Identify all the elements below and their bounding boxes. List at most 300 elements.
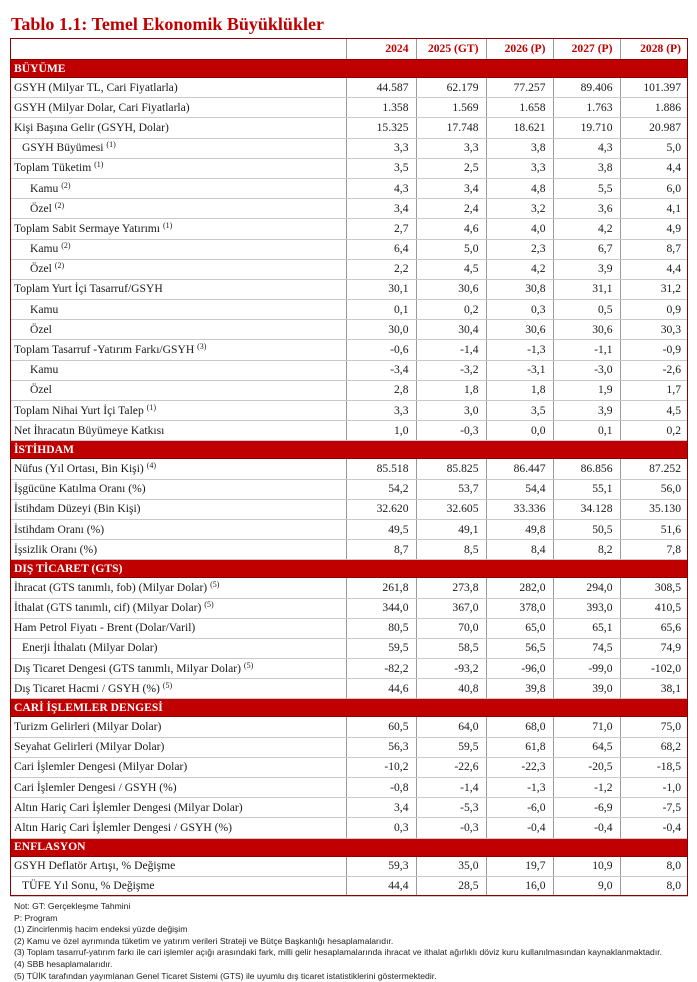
value-cell: 282,0 bbox=[486, 578, 553, 598]
section-filler-cell bbox=[620, 60, 688, 78]
value-cell: 53,7 bbox=[416, 479, 486, 499]
table-row bbox=[10, 158, 688, 178]
value-cell: -5,3 bbox=[416, 798, 486, 818]
row-label bbox=[10, 856, 346, 876]
value-cell: 4,3 bbox=[553, 138, 620, 158]
footnote-line: (1) Zincirlenmiş hacim endeksi yüzde değişim bbox=[14, 924, 188, 935]
row-label bbox=[10, 239, 346, 259]
value-cell: 0,2 bbox=[416, 300, 486, 320]
row-label-text: İthalat (GTS tanımlı, cif) (Milyar Dolar) bbox=[14, 601, 202, 615]
row-label-text: Özel bbox=[30, 262, 52, 276]
value-cell: 33.336 bbox=[486, 499, 553, 519]
row-label-text: Dış Ticaret Hacmi / GSYH (%) bbox=[14, 681, 160, 695]
value-cell: 344,0 bbox=[346, 598, 416, 618]
section-title: BÜYÜME bbox=[10, 60, 346, 78]
economic-indicators-table bbox=[10, 38, 688, 897]
value-cell: 8,0 bbox=[620, 876, 688, 896]
value-cell: 64,5 bbox=[553, 737, 620, 757]
value-cell: -1,1 bbox=[553, 340, 620, 360]
value-cell: 3,4 bbox=[346, 798, 416, 818]
row-label bbox=[10, 219, 346, 239]
value-cell: 367,0 bbox=[416, 598, 486, 618]
table-row bbox=[10, 219, 688, 239]
row-label bbox=[10, 757, 346, 777]
value-cell: 8,7 bbox=[346, 540, 416, 560]
row-label-text: Özel bbox=[30, 322, 52, 336]
footnote-marker: (3) bbox=[197, 342, 207, 352]
row-label bbox=[10, 778, 346, 798]
value-cell: 0,1 bbox=[346, 300, 416, 320]
column-header: 2027 (P) bbox=[553, 38, 620, 60]
value-cell: -93,2 bbox=[416, 659, 486, 679]
value-cell: -2,6 bbox=[620, 360, 688, 380]
value-cell: 4,1 bbox=[620, 199, 688, 219]
value-cell: 50,5 bbox=[553, 519, 620, 539]
value-cell: 3,3 bbox=[416, 138, 486, 158]
row-label-text: Nüfus (Yıl Ortası, Bin Kişi) bbox=[14, 461, 144, 475]
value-cell: 393,0 bbox=[553, 598, 620, 618]
section-filler-cell bbox=[416, 441, 486, 459]
footnote-line: (4) SBB hesaplamalarıdır. bbox=[14, 958, 113, 969]
value-cell: 3,5 bbox=[486, 401, 553, 421]
header-label-cell bbox=[10, 38, 346, 60]
value-cell: 8,4 bbox=[486, 540, 553, 560]
row-label-text: Turizm Gelirleri (Milyar Dolar) bbox=[14, 720, 162, 734]
footnote-line: Not: GT: Gerçekleşme Tahmini bbox=[14, 901, 131, 911]
table-row bbox=[10, 401, 688, 421]
value-cell: 65,6 bbox=[620, 618, 688, 638]
value-cell: -0,6 bbox=[346, 340, 416, 360]
value-cell: 378,0 bbox=[486, 598, 553, 618]
value-cell: 30,6 bbox=[416, 279, 486, 299]
value-cell: -6,0 bbox=[486, 798, 553, 818]
section-filler-cell bbox=[620, 441, 688, 459]
section-filler-cell bbox=[553, 441, 620, 459]
section-header bbox=[10, 441, 688, 459]
row-label bbox=[10, 178, 346, 198]
row-label-text: Cari İşlemler Dengesi / GSYH (%) bbox=[14, 780, 177, 794]
value-cell: -1,4 bbox=[416, 340, 486, 360]
value-cell: 0,5 bbox=[553, 300, 620, 320]
footnote-marker: (1) bbox=[94, 160, 104, 170]
row-label-text: Altın Hariç Cari İşlemler Dengesi (Milyar Dolar) bbox=[14, 800, 243, 814]
row-label-text: Kamu bbox=[30, 181, 59, 195]
row-label bbox=[10, 459, 346, 479]
value-cell: 20.987 bbox=[620, 118, 688, 138]
value-cell: -0,4 bbox=[486, 818, 553, 838]
value-cell: 30,8 bbox=[486, 279, 553, 299]
row-label bbox=[10, 659, 346, 679]
footnote-marker: (2) bbox=[54, 261, 65, 271]
value-cell: -22,3 bbox=[486, 757, 553, 777]
section-filler-cell bbox=[346, 60, 416, 78]
row-label-text: Toplam Nihai Yurt İçi Talep bbox=[14, 403, 144, 417]
table-row bbox=[10, 540, 688, 560]
value-cell: 5,0 bbox=[416, 239, 486, 259]
value-cell: 70,0 bbox=[416, 618, 486, 638]
row-label-text: TÜFE Yıl Sonu, % Değişme bbox=[22, 879, 155, 893]
header-row bbox=[10, 38, 688, 60]
table-row bbox=[10, 78, 688, 98]
table-row bbox=[10, 178, 688, 198]
row-label-text: Özel bbox=[30, 201, 52, 215]
section-header bbox=[10, 838, 688, 856]
row-label-text: GSYH (Milyar Dolar, Cari Fiyatlarla) bbox=[14, 100, 190, 114]
table-row bbox=[10, 360, 688, 380]
value-cell: 7,8 bbox=[620, 540, 688, 560]
row-label-text: Toplam Tasarruf -Yatırım Farkı/GSYH bbox=[14, 343, 195, 357]
value-cell: 0,3 bbox=[486, 300, 553, 320]
value-cell: 74,5 bbox=[553, 638, 620, 658]
row-label bbox=[10, 199, 346, 219]
footnote-marker: (5) bbox=[210, 579, 220, 589]
value-cell: -0,4 bbox=[620, 818, 688, 838]
row-label-text: GSYH (Milyar TL, Cari Fiyatlarla) bbox=[14, 80, 178, 94]
value-cell: -3,1 bbox=[486, 360, 553, 380]
value-cell: 51,6 bbox=[620, 519, 688, 539]
value-cell: 0,1 bbox=[553, 421, 620, 441]
section-filler-cell bbox=[486, 699, 553, 717]
value-cell: 2,8 bbox=[346, 380, 416, 400]
section-filler-cell bbox=[486, 560, 553, 578]
table-row bbox=[10, 138, 688, 158]
value-cell: 30,3 bbox=[620, 320, 688, 340]
row-label-text: Dış Ticaret Dengesi (GTS tanımlı, Milyar Dolar) bbox=[14, 661, 242, 675]
table-row bbox=[10, 199, 688, 219]
value-cell: -0,8 bbox=[346, 778, 416, 798]
value-cell: 30,4 bbox=[416, 320, 486, 340]
value-cell: 71,0 bbox=[553, 717, 620, 737]
row-label bbox=[10, 78, 346, 98]
value-cell: 30,0 bbox=[346, 320, 416, 340]
row-label bbox=[10, 876, 346, 896]
value-cell: -1,0 bbox=[620, 778, 688, 798]
value-cell: 16,0 bbox=[486, 876, 553, 896]
table-row bbox=[10, 618, 688, 638]
value-cell: 31,1 bbox=[553, 279, 620, 299]
value-cell: -6,9 bbox=[553, 798, 620, 818]
value-cell: 2,7 bbox=[346, 219, 416, 239]
section-filler-cell bbox=[346, 560, 416, 578]
value-cell: 18.621 bbox=[486, 118, 553, 138]
value-cell: 6,0 bbox=[620, 178, 688, 198]
value-cell: 4,5 bbox=[416, 259, 486, 279]
value-cell: 54,2 bbox=[346, 479, 416, 499]
table-row bbox=[10, 578, 688, 598]
value-cell: -20,5 bbox=[553, 757, 620, 777]
value-cell: 5,5 bbox=[553, 178, 620, 198]
value-cell: -1,4 bbox=[416, 778, 486, 798]
value-cell: 0,2 bbox=[620, 421, 688, 441]
table-row bbox=[10, 279, 688, 299]
value-cell: 4,9 bbox=[620, 219, 688, 239]
value-cell: 30,6 bbox=[486, 320, 553, 340]
value-cell: -0,3 bbox=[416, 421, 486, 441]
table-row bbox=[10, 659, 688, 679]
table-body bbox=[10, 38, 688, 896]
value-cell: -3,4 bbox=[346, 360, 416, 380]
value-cell: 2,4 bbox=[416, 199, 486, 219]
footnote-line: (2) Kamu ve özel ayrımında tüketim ve yatırım verileri Strateji ve Bütçe Başkanlığı hesaplamalarıdır. bbox=[14, 935, 394, 946]
section-filler-cell bbox=[553, 60, 620, 78]
row-label-text: Kamu bbox=[30, 242, 59, 256]
table-row bbox=[10, 421, 688, 441]
value-cell: -10,2 bbox=[346, 757, 416, 777]
value-cell: 17.748 bbox=[416, 118, 486, 138]
value-cell: 1,7 bbox=[620, 380, 688, 400]
value-cell: 65,1 bbox=[553, 618, 620, 638]
table-row bbox=[10, 519, 688, 539]
value-cell: 87.252 bbox=[620, 459, 688, 479]
row-label-text: GSYH Büyümesi bbox=[22, 141, 104, 155]
table-row bbox=[10, 118, 688, 138]
value-cell: 59,5 bbox=[346, 638, 416, 658]
value-cell: 15.325 bbox=[346, 118, 416, 138]
row-label bbox=[10, 138, 346, 158]
row-label-text: İstihdam Düzeyi (Bin Kişi) bbox=[14, 502, 141, 516]
row-label bbox=[10, 479, 346, 499]
value-cell: 75,0 bbox=[620, 717, 688, 737]
table-title: Tablo 1.1: Temel Ekonomik Büyüklükler bbox=[11, 14, 324, 34]
table-row bbox=[10, 340, 688, 360]
value-cell: 35.130 bbox=[620, 499, 688, 519]
section-filler-cell bbox=[346, 441, 416, 459]
section-header bbox=[10, 560, 688, 578]
row-label-text: İstihdam Oranı (%) bbox=[14, 522, 105, 536]
value-cell: 3,9 bbox=[553, 259, 620, 279]
row-label bbox=[10, 360, 346, 380]
value-cell: 56,3 bbox=[346, 737, 416, 757]
value-cell: 410,5 bbox=[620, 598, 688, 618]
row-label bbox=[10, 401, 346, 421]
value-cell: 40,8 bbox=[416, 679, 486, 699]
value-cell: 64,0 bbox=[416, 717, 486, 737]
footnote-marker: (1) bbox=[106, 140, 116, 150]
value-cell: 9,0 bbox=[553, 876, 620, 896]
row-label-text: GSYH Deflatör Artışı, % Değişme bbox=[14, 859, 176, 873]
value-cell: 2,2 bbox=[346, 259, 416, 279]
value-cell: 30,6 bbox=[553, 320, 620, 340]
section-filler-cell bbox=[620, 838, 688, 856]
row-label-text: Net İhracatın Büyümeye Katkısı bbox=[14, 423, 165, 437]
row-label-text: İşsizlik Oranı (%) bbox=[14, 542, 98, 556]
value-cell: 39,8 bbox=[486, 679, 553, 699]
value-cell: 19,7 bbox=[486, 856, 553, 876]
value-cell: 58,5 bbox=[416, 638, 486, 658]
section-filler-cell bbox=[416, 699, 486, 717]
footnote-line: (3) Toplam tasarruf-yatırım farkı ile cari işlemler açığı arasındaki fark, milli gelir hesaplamalarında ihracat ve ithalat ağırlıklı döviz kuru kullanılmasından kaynaklanmaktadır. bbox=[14, 947, 662, 958]
value-cell: -102,0 bbox=[620, 659, 688, 679]
value-cell: 30,1 bbox=[346, 279, 416, 299]
row-label bbox=[10, 578, 346, 598]
table-row bbox=[10, 798, 688, 818]
footnote-marker: (2) bbox=[54, 200, 65, 210]
value-cell: 89.406 bbox=[553, 78, 620, 98]
row-label bbox=[10, 798, 346, 818]
row-label bbox=[10, 118, 346, 138]
table-row bbox=[10, 499, 688, 519]
section-title: DIŞ TİCARET (GTS) bbox=[10, 560, 346, 578]
row-label bbox=[10, 818, 346, 838]
row-label-text: Seyahat Gelirleri (Milyar Dolar) bbox=[14, 740, 165, 754]
table-row bbox=[10, 717, 688, 737]
value-cell: 3,8 bbox=[486, 138, 553, 158]
value-cell: 49,8 bbox=[486, 519, 553, 539]
row-label bbox=[10, 499, 346, 519]
row-label bbox=[10, 421, 346, 441]
row-label-text: Toplam Sabit Sermaye Yatırımı bbox=[14, 221, 161, 235]
value-cell: 3,4 bbox=[346, 199, 416, 219]
value-cell: 86.447 bbox=[486, 459, 553, 479]
value-cell: 59,3 bbox=[346, 856, 416, 876]
value-cell: 61,8 bbox=[486, 737, 553, 757]
section-filler-cell bbox=[620, 560, 688, 578]
value-cell: 56,5 bbox=[486, 638, 553, 658]
table-row bbox=[10, 598, 688, 618]
value-cell: 4,0 bbox=[486, 219, 553, 239]
footnote-marker: (5) bbox=[243, 660, 254, 670]
row-label bbox=[10, 320, 346, 340]
value-cell: 0,9 bbox=[620, 300, 688, 320]
row-label-text: İşgücüne Katılma Oranı (%) bbox=[14, 482, 146, 496]
value-cell: 32.605 bbox=[416, 499, 486, 519]
row-label bbox=[10, 717, 346, 737]
row-label-text: Altın Hariç Cari İşlemler Dengesi / GSYH (%) bbox=[14, 820, 232, 834]
section-filler-cell bbox=[416, 838, 486, 856]
footnote-marker: (1) bbox=[162, 220, 173, 230]
value-cell: 4,2 bbox=[553, 219, 620, 239]
value-cell: 2,5 bbox=[416, 158, 486, 178]
row-label-text: Ham Petrol Fiyatı - Brent (Dolar/Varil) bbox=[14, 621, 196, 635]
row-label-text: Kamu bbox=[30, 302, 59, 316]
section-filler-cell bbox=[416, 560, 486, 578]
value-cell: 65,0 bbox=[486, 618, 553, 638]
value-cell: 261,8 bbox=[346, 578, 416, 598]
row-label-text: Kamu bbox=[30, 363, 59, 377]
value-cell: 273,8 bbox=[416, 578, 486, 598]
value-cell: 85.518 bbox=[346, 459, 416, 479]
value-cell: 55,1 bbox=[553, 479, 620, 499]
table-row bbox=[10, 757, 688, 777]
section-filler-cell bbox=[346, 699, 416, 717]
value-cell: 1,8 bbox=[486, 380, 553, 400]
value-cell: 1,8 bbox=[416, 380, 486, 400]
section-filler-cell bbox=[486, 441, 553, 459]
row-label-text: Toplam Tüketim bbox=[14, 161, 92, 175]
value-cell: 10,9 bbox=[553, 856, 620, 876]
value-cell: -7,5 bbox=[620, 798, 688, 818]
section-filler-cell bbox=[553, 838, 620, 856]
row-label bbox=[10, 380, 346, 400]
value-cell: -82,2 bbox=[346, 659, 416, 679]
value-cell: 86.856 bbox=[553, 459, 620, 479]
value-cell: 3,3 bbox=[346, 138, 416, 158]
value-cell: 1,0 bbox=[346, 421, 416, 441]
value-cell: 8,5 bbox=[416, 540, 486, 560]
row-label bbox=[10, 259, 346, 279]
value-cell: 44,6 bbox=[346, 679, 416, 699]
table-row bbox=[10, 239, 688, 259]
section-filler-cell bbox=[620, 699, 688, 717]
table-row bbox=[10, 380, 688, 400]
value-cell: 0,3 bbox=[346, 818, 416, 838]
value-cell: 3,3 bbox=[486, 158, 553, 178]
column-header: 2024 bbox=[346, 38, 416, 60]
value-cell: 1.658 bbox=[486, 98, 553, 118]
value-cell: 28,5 bbox=[416, 876, 486, 896]
value-cell: 60,5 bbox=[346, 717, 416, 737]
value-cell: 4,4 bbox=[620, 158, 688, 178]
footnote-marker: (1) bbox=[146, 402, 156, 412]
section-title: İSTİHDAM bbox=[10, 441, 346, 459]
value-cell: 3,6 bbox=[553, 199, 620, 219]
value-cell: 6,7 bbox=[553, 239, 620, 259]
value-cell: -3,0 bbox=[553, 360, 620, 380]
value-cell: 4,5 bbox=[620, 401, 688, 421]
value-cell: 56,0 bbox=[620, 479, 688, 499]
row-label-text: Kişi Başına Gelir (GSYH, Dolar) bbox=[14, 120, 169, 134]
table-row bbox=[10, 259, 688, 279]
value-cell: 34.128 bbox=[553, 499, 620, 519]
value-cell: 85.825 bbox=[416, 459, 486, 479]
value-cell: -18,5 bbox=[620, 757, 688, 777]
value-cell: 294,0 bbox=[553, 578, 620, 598]
value-cell: 8,0 bbox=[620, 856, 688, 876]
value-cell: -3,2 bbox=[416, 360, 486, 380]
value-cell: 74,9 bbox=[620, 638, 688, 658]
value-cell: 68,0 bbox=[486, 717, 553, 737]
value-cell: -1,3 bbox=[486, 778, 553, 798]
value-cell: 19.710 bbox=[553, 118, 620, 138]
table-row bbox=[10, 737, 688, 757]
value-cell: 4,3 bbox=[346, 178, 416, 198]
value-cell: 80,5 bbox=[346, 618, 416, 638]
section-header bbox=[10, 60, 688, 78]
footnote-line: P: Program bbox=[14, 912, 58, 923]
value-cell: 3,9 bbox=[553, 401, 620, 421]
section-filler-cell bbox=[553, 560, 620, 578]
column-header: 2026 (P) bbox=[486, 38, 553, 60]
value-cell: -0,4 bbox=[553, 818, 620, 838]
row-label bbox=[10, 98, 346, 118]
value-cell: 44,4 bbox=[346, 876, 416, 896]
table-row bbox=[10, 638, 688, 658]
table-row bbox=[10, 479, 688, 499]
table-row bbox=[10, 98, 688, 118]
value-cell: 3,4 bbox=[416, 178, 486, 198]
table-row bbox=[10, 320, 688, 340]
value-cell: 3,3 bbox=[346, 401, 416, 421]
row-label bbox=[10, 540, 346, 560]
column-header: 2028 (P) bbox=[620, 38, 688, 60]
footnote-marker: (4) bbox=[146, 460, 157, 470]
row-label bbox=[10, 300, 346, 320]
section-title: ENFLASYON bbox=[10, 838, 346, 856]
row-label-text: İhracat (GTS tanımlı, fob) (Milyar Dolar) bbox=[14, 580, 208, 594]
value-cell: 8,7 bbox=[620, 239, 688, 259]
value-cell: 2,3 bbox=[486, 239, 553, 259]
row-label bbox=[10, 679, 346, 699]
value-cell: 35,0 bbox=[416, 856, 486, 876]
table-row bbox=[10, 778, 688, 798]
value-cell: 44.587 bbox=[346, 78, 416, 98]
footnote-marker: (2) bbox=[61, 241, 71, 251]
row-label-text: Özel bbox=[30, 383, 52, 397]
row-label bbox=[10, 279, 346, 299]
table-row bbox=[10, 856, 688, 876]
value-cell: 49,1 bbox=[416, 519, 486, 539]
value-cell: 38,1 bbox=[620, 679, 688, 699]
